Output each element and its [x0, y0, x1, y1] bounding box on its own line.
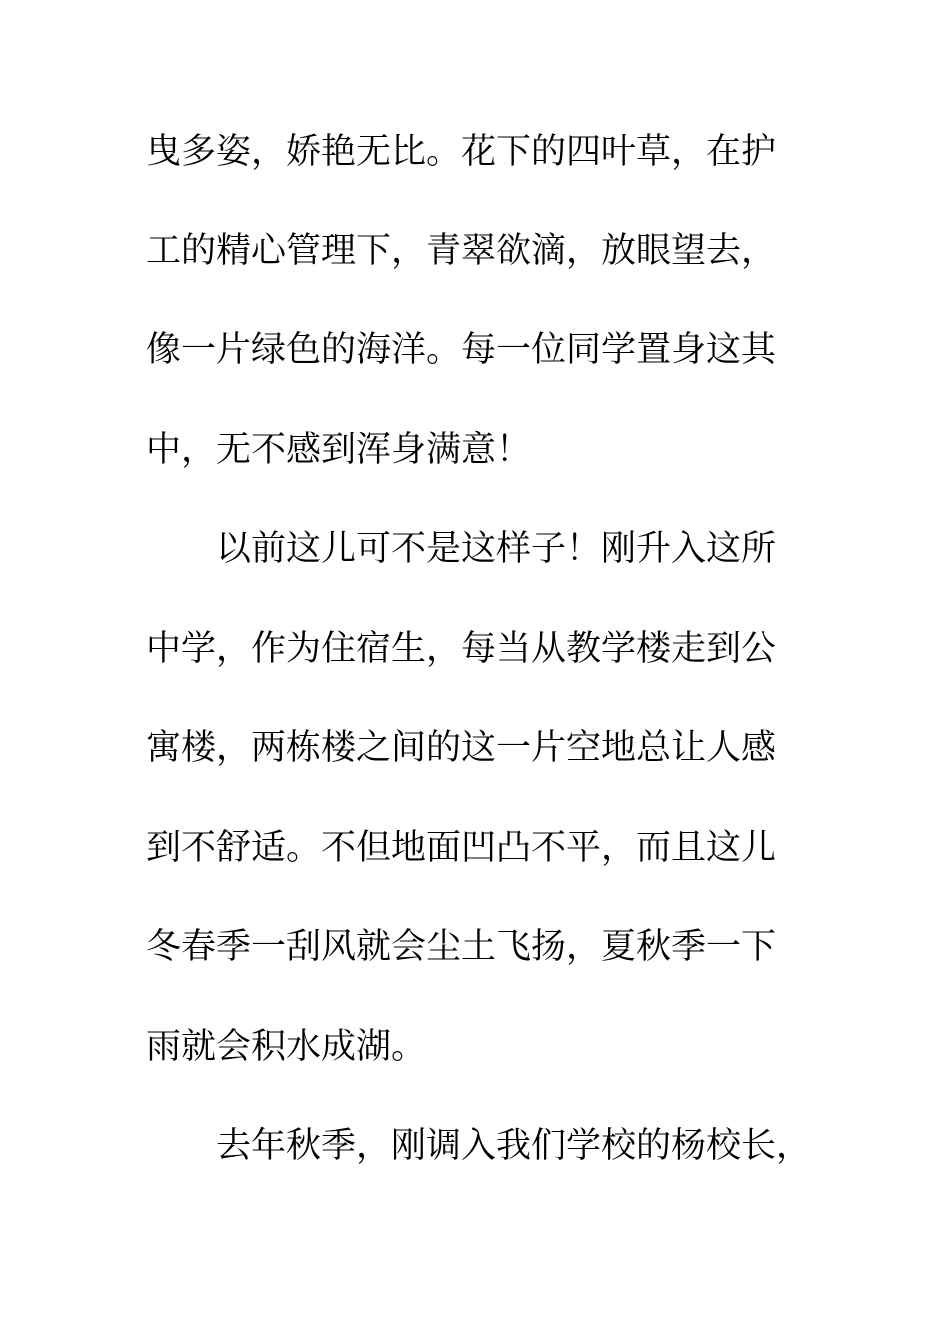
text-line-6: 中学，作为住宿生，每当从教学楼走到公: [146, 629, 777, 669]
text-line-3: 像一片绿色的海洋。每一位同学置身这其: [146, 330, 777, 370]
text-line-2: 工的精心管理下，青翠欲滴，放眼望去，: [146, 231, 777, 271]
text-line-9: 冬春季一刮风就会尘土飞扬，夏秋季一下: [146, 927, 777, 967]
text-line-4: 中，无不感到浑身满意！: [146, 430, 532, 470]
text-line-7: 寓楼，两栋楼之间的这一片空地总让人感: [146, 728, 777, 768]
text-line-8: 到不舒适。不但地面凹凸不平，而且这儿: [146, 828, 777, 868]
text-line-10: 雨就会积水成湖。: [146, 1027, 427, 1067]
paragraph-start-line-11: 去年秋季，刚调入我们学校的杨校长，: [216, 1126, 812, 1166]
paragraph-start-line-5: 以前这儿可不是这样子！刚升入这所: [216, 529, 777, 569]
text-line-1: 曳多姿，娇艳无比。花下的四叶草，在护: [146, 132, 777, 172]
